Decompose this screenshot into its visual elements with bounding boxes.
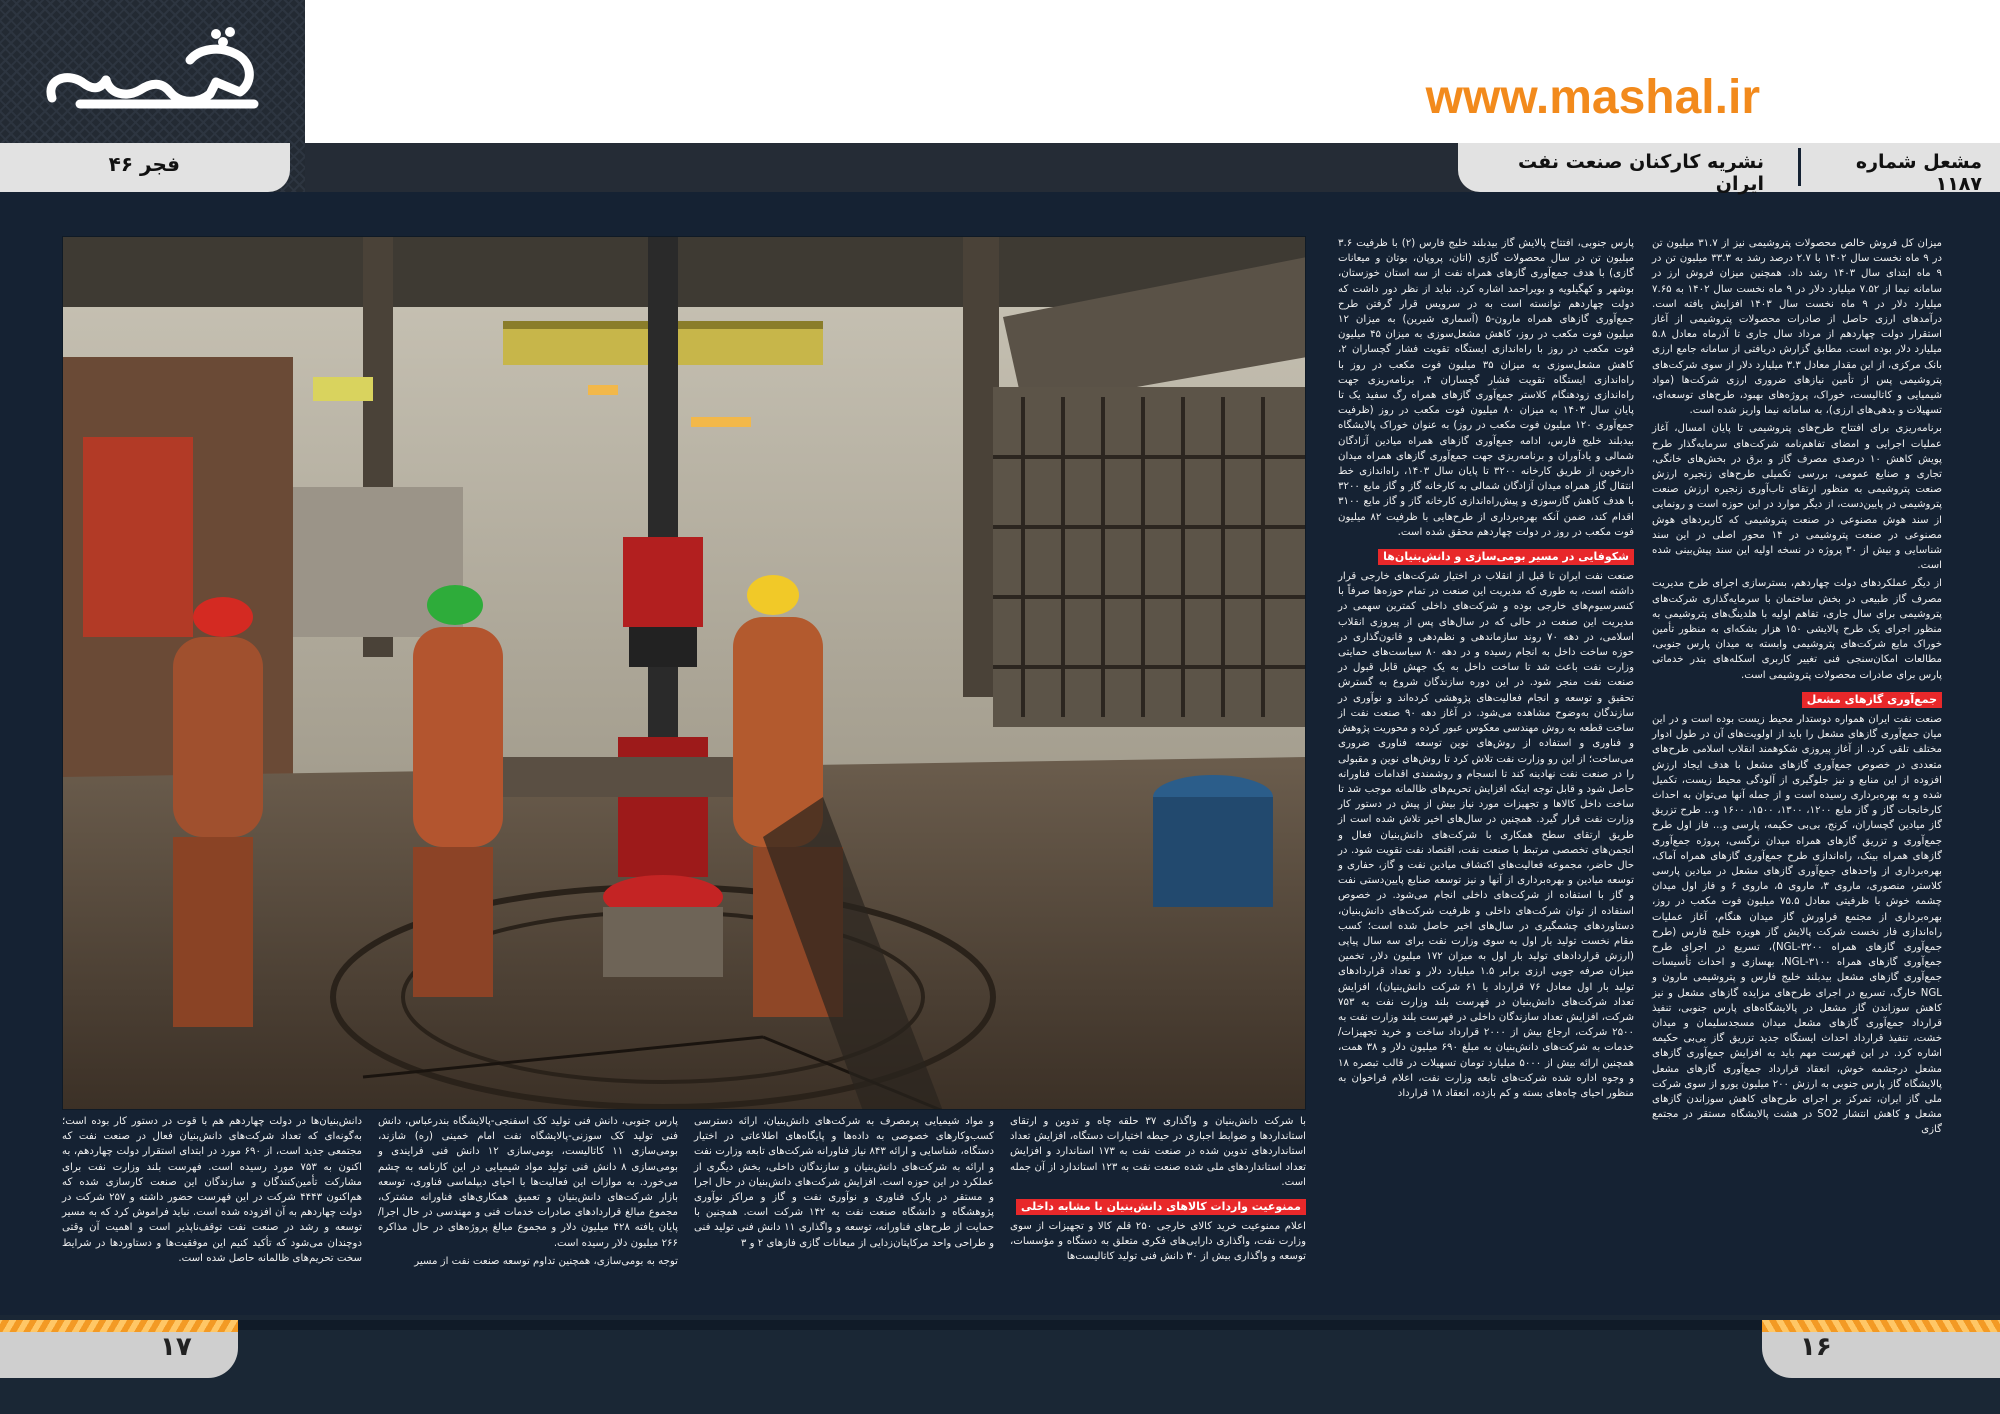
page-number-right-accent [1762, 1320, 2000, 1332]
page17-column-1 [1010, 1114, 1306, 1304]
paragraph: پارس جنوبی، افتتاح پالایش گاز بیدبلند خلیج فارس (۲) با ظرفیت ۳.۶ میلیون تن در سال محصولات گازی (اتان، پروپان، بوتان و میعانات گازی) با هدف جمع‌آوری گازهای همراه نفت از سه استان خوزستان، بوشهر و کهگیلویه و بویراحمد اشاره کرد. نباید از نظر دور داشت که دولت چهاردهم توانسته است به در سرویس قرار گرفتن طرح جمع‌آوری گازهای همراه مارون-۵ (آسماری شیرین) به میزان ۱۲ میلیون فوت مکعب در روز، کاهش مشعل‌سوزی به میزان ۴۵ میلیون فوت مکعب در روز با راه‌اندازی ایستگاه تقویت فشار گچساران ۲، کاهش مشعل‌سوزی به میزان ۳۵ میلیون فوت مکعب در روز با راه‌اندازی ایستگاه تقویت فشار گچساران ۴، برنامه‌ریزی جهت راه‌اندازی زودهنگام کلاستر جمع‌آوری گازهای همراه رگ سفید یک تا پایان سال ۱۴۰۳ به میزان ۸۰ میلیون فوت مکعب در روز (ظرفیت جمع‌آوری ۱۲۰ میلیون فوت مکعب در روز) به عنوان خوراک پالایشگاه بیدبلند خلیج فارس، ادامه جمع‌آوری گازهای همراه میادین آزادگان شمالی و یادآوران و برنامه‌ریزی جهت جمع‌آوری گازهای همراه میدان دارخوین از طریق کارخانه ۳۲۰۰ تا پایان سال ۱۴۰۳، راه‌اندازی خط انتقال گاز همراه میدان آزادگان شمالی به کارخانه گاز و گاز مایع ۳۲۰۰ با هدف کاهش گازسوزی و پیش‌راه‌اندازی کارخانه گاز و گاز مایع ۳۱۰۰ اقدام کند، ضمن آنکه بهره‌برداری از طرح‌هایی با ظرفیت ۸۲ میلیون فوت مکعب در روز در دولت چهاردهم محقق شده است. [1338, 238, 1635, 538]
paragraph: میزان کل فروش خالص محصولات پتروشیمی نیز از ۳۱.۷ میلیون تن در ۹ ماه نخست سال ۱۴۰۲ با ۲.۷ درصد رشد به ۳۳.۳ میلیون تن در ۹ ماه ابتدای سال ۱۴۰۳ رشد داد. همچنین میزان فروش ارز در سامانه نیما از ۷.۵۲ میلیارد دلار در ۹ ماه نخست سال ۱۴۰۲ به ۷.۶۵ میلیارد دلار در ۹ ماه نخست سال ۱۴۰۳ افزایش یافته است. درآمدهای ارزی حاصل از صادرات محصولات پتروشیمی از آغاز استقرار دولت چهاردهم از مرداد سال جاری تا آذرماه معادل ۵.۸ میلیارد دلار بوده است. مطابق گزارش دریافتی از سامانه جامع ارزی بانک مرکزی، از این مقدار معادل ۳.۳ میلیارد دلار از سوی شرکت‌های پتروشیمی پس از تأمین نیازهای ضروری ارزی شرکت‌ها (مواد شیمیایی و کاتالیست، خوراک، پروژه‌های بهبود، طرح‌های توسعه‌ای، تسهیلات و بدهی‌های ارزی)، به سامانه نیما واریز شده است. [1652, 238, 1943, 417]
oil-rig-photo [62, 236, 1306, 1110]
page17-column-2 [694, 1114, 994, 1304]
paragraph: از دیگر عملکردهای دولت چهاردهم، بسترسازی اجرای طرح مدیریت مصرف گاز طبیعی در بخش ساختمان با سرمایه‌گذاری شرکت‌های پتروشیمی برای سال جاری، تفاهم اولیه با هلدینگ‌های پتروشیمی به منظور اجرای یک طرح پالایشی ۱۵۰ هزار بشکه‌ای به منظور تأمین خوراک مایع شرکت‌های پتروشیمی وابسته به میدان پارس جنوبی، مطالعات امکان‌سنجی فنی تغییر کاربری اسکله‌های بندر خدماتی پارس برای صادرات محصولات پتروشیمی است. [1652, 578, 1942, 681]
page-number-left-accent [0, 1320, 238, 1332]
date-tab: فجر ۴۶ [0, 143, 290, 192]
paragraph: و مواد شیمیایی پرمصرف به شرکت‌های دانش‌بنیان، ارائه دسترسی کسب‌وکارهای خصوصی به داده‌ها و پایگاه‌های اطلاعاتی در اختیار دستگاه، شناسایی و ارائه ۸۴۳ نیاز فناورانه شرکت‌های تابعه وزارت نفت و ارائه به شرکت‌های دانش‌بنیان و سازندگان داخلی، بخش دیگری از عملکرد در این حوزه است. افزایش شرکت‌های دانش‌بنیان در حال اجرا و مستقر در پارک فناوری و نوآوری نفت و گاز و مراکز نوآوری پژوهشگاه و دانشگاه صنعت نفت به ۱۴۲ شرکت است. همچنین با حمایت از طرح‌های فناورانه، توسعه و واگذاری ۱۱ دانش فنی تولید فنی و طراحی واحد مرکاپتان‌زدایی از میعانات گازی فازهای ۲ و ۳ [694, 1116, 994, 1249]
page17-column-4 [62, 1114, 362, 1304]
section-heading: ممنوعیت واردات کالاهای دانش‌بنیان با مشابه داخلی [1016, 1199, 1306, 1215]
paragraph: پارس جنوبی، دانش فنی تولید کک اسفنجی-پالایشگاه بندرعباس، دانش فنی تولید کک سوزنی-پالایشگاه نفت امام خمینی (ره) شازند، بومی‌سازی ۱۱ کاتالیست، بومی‌سازی ۱۲ دانش فنی فرایندی و بومی‌سازی ۸ دانش فنی تولید مواد شیمیایی در این کارنامه به چشم می‌خورد. به موازات این فعالیت‌ها با احیای دیپلماسی فناوری، توسعه بازار شرکت‌های دانش‌بنیان و تعمیق همکاری‌های فناورانه مشترک، مجموع مبالغ قراردادهای صادرات خدمات فنی و مهندسی در حال اجرا/پایان یافته ۴۲۸ میلیون دلار و مجموع مبالغ پروژه‌های در حال مذاکره ۲۶۶ میلیون دلار رسیده است. [378, 1116, 679, 1249]
page-number-right: ۱۶ [1762, 1320, 2000, 1378]
paragraph: صنعت نفت ایران همواره دوستدار محیط زیست بوده است و در این میان جمع‌آوری گازهای مشعل را باید از اولویت‌های آن در طول ادوار مختلف تلقی کرد. از آغاز پیروزی شکوهمند انقلاب اسلامی طرح‌های متعددی در خصوص جمع‌آوری گازهای مشعل با هدف ایجاد ارزش افزوده از این منابع و نیز جلوگیری از آلودگی محیط زیست، تکمیل شده و به بهره‌برداری رسیده است و از جمله آنها می‌توان به احداث کارخانجات گاز و گاز مایع ۱۲۰۰، ۱۳۰۰، ۱۵۰۰، ۱۶۰۰ و... طرح تزریق گاز میادین گچساران، کرنج، بی‌بی حکیمه، پارسی و... فاز اول طرح جمع‌آوری و تزریق گازهای همراه میدان نرگسی، پروژه جمع‌آوری گازهای همراه بینک، راه‌اندازی طرح جمع‌آوری گازهای همراه آماک، بهره‌برداری از واحدهای جمع‌آوری گازهای مشعل در میادین پارسی کلاستر، منصوری، ماروی ۳، ماروی ۵، ماروی ۶ و فاز اول میدان چشمه خوش با ظرفیتی معادل ۷۵.۵ میلیون فوت مکعب در روز، بهره‌برداری از مجتمع فراورش گاز میدان هنگام، آغاز عملیات راه‌اندازی فاز نخست شرکت پالایش گاز هویزه خلیج فارس (طرح جمع‌آوری گازهای همراه NGL-۳۲۰۰)، تسریع در اجرای طرح جمع‌آوری گازهای همراه NGL-۳۱۰۰، بهسازی و احداث تأسیسات جمع‌آوری گازهای مشعل بیدبلند خلیج فارس و پتروشیمی مارون و NGL خارگ، تسریع در اجرای طرح‌های مزایده گازهای مشعل و نیز کاهش سوزاندن گاز مشعل در پالایشگاه‌های پارس جنوبی، تنفیذ قرارداد جمع‌آوری گازهای مشعل میدان مسجدسلیمان و میدان خشت، تنفیذ قرارداد احداث ایستگاه جدید تزریق گاز بی‌بی حکیمه اشاره کرد. در این فهرست مهم باید به افزایش جمع‌آوری گازهای مشعل درجشمه خوش، انعقاد قرارداد جمع‌آوری گازهای مشعل پالایشگاه گاز پارس جنوبی به ارزش ۲۰۰ میلیون یورو از سوی شرکت ملی گاز ایران، تمرکز بر اجرای طرح‌های کاهش سوزاندن گازهای مشعل و کاهش انتشار SO2 در هشت پالایشگاه مستقر در مجتمع گازی [1652, 713, 1943, 1136]
footer-stripe [238, 1320, 1762, 1330]
paragraph: دانش‌بنیان‌ها در دولت چهاردهم هم با قوت در دستور کار بوده است؛ به‌گونه‌ای که تعداد شرکت‌های دانش‌بنیان فعال در صنعت نفت که مجتمعی جدید است، از ۶۹۰ مورد در ابتدای استقرار دولت چهاردهم، به اکنون به ۷۵۳ مورد رسیده است. فهرست بلند وزارت نفت برای مشارکت تأمین‌کنندگان و سازندگان این صنعت کارسازی شده که هم‌اکنون ۴۴۴۳ شرکت در این فهرست حضور داشته و ۲۵۷ شرکت در دولت چهاردهم به آن افزوده شده است. نباید فراموش کرد که به مسیر توسعه و رشد در صنعت نفت توقف‌ناپذیر است و اهمیت آن وقتی دوچندان می‌شود که تأکید کنیم این موفقیت‌ها و دستاوردها در شرایط سخت تحریم‌های ظالمانه حاصل شده است. [62, 1116, 363, 1264]
paragraph: توجه به بومی‌سازی، همچنین تداوم توسعه صنعت نفت از مسیر [414, 1255, 678, 1267]
website-url[interactable]: www.mashal.ir [1425, 71, 1760, 124]
page16-column-right [1652, 236, 1942, 1302]
tab-divider [1798, 148, 1801, 186]
oil-rig-illustration [63, 237, 1306, 1110]
paragraph: با شرکت دانش‌بنیان و واگذاری ۳۷ حلقه چاه و تدوین و ارتقای استانداردها و ضوابط اجباری در حیطه اختیارات دستگاه، افزایش تعداد استانداردهای تدوین شده در صنعت نفت به ۱۷۳ استاندارد و افزایش تعداد استانداردهای ملی شده صنعت نفت به ۱۲۳ استاندارد از آن جمله است. [1010, 1116, 1307, 1188]
paragraph: برنامه‌ریزی برای افتتاح طرح‌های پتروشیمی تا پایان امسال، آغاز عملیات اجرایی و امضای تفاهم‌نامه شرکت‌های سرمایه‌گذار طرح پویش کاهش ۱۰ درصدی مصرف گاز و برق در بخش‌های خانگی، تجاری و صنایع عمومی، بررسی تکمیلی طرح‌های زنجیره ارزش صنعت پتروشیمی به منظور ارتقای تاب‌آوری زنجیره ارزش صنعت پتروشیمی در پایین‌دست، از دیگر موارد در این حوزه است و رونمایی از سند هوش مصنوعی در صنعت پتروشیمی که کاربردهای هوش مصنوعی در صنعت پتروشیمی در ۱۴ محور اصلی در این سند شناسایی و بیش از ۳۰ پروژه در نسخه اولیه این سند پیش‌بینی شده است. [1652, 423, 1942, 572]
paragraph: اعلام ممنوعیت خرید کالای خارجی ۲۵۰ قلم کالا و تجهیزات از سوی وزارت نفت، واگذاری دارایی‌های فکری متعلق به دستگاه و مؤسسات، توسعه و واگذاری بیش از ۳۰ دانش فنی تولید کاتالیست‌ها [1010, 1221, 1306, 1263]
section-heading: شکوفایی در مسیر بومی‌سازی و دانش‌بنیان‌ها [1378, 549, 1634, 565]
page16-column-left [1338, 236, 1634, 1302]
page17-column-3 [378, 1114, 678, 1304]
issue-number: مشعل شماره ۱۱۸۷ [1855, 151, 1982, 195]
section-heading: جمع‌آوری گازهای مشعل [1802, 692, 1942, 708]
paragraph: صنعت نفت ایران تا قبل از انقلاب در اختیار شرکت‌های خارجی قرار داشته است، به طوری که مدیریت این صنعت در تمام حوزه‌ها صرفاً با کنسرسیوم‌های خارجی بوده و شرکت‌های داخلی کمترین سهمی در مدیریت این صنعت در حالی که در سال‌های پس از پیروزی انقلاب اسلامی، در دهه ۷۰ روند سازماندهی و نظم‌دهی و قانون‌گذاری در حوزه ساخت داخل به انجام رسیده و در دهه ۸۰ سیاست‌های حمایتی وزارت نفت باعث شد تا ساخت داخل به یک جهش قابل قبول در صنعت نفت منجر شود. در این دوره سازندگان شروع به گسترش تحقیق و توسعه و انجام فعالیت‌های پژوهشی کرده‌اند و نوآوری در سازندگان به‌وضوح مشاهده می‌شود. در آغاز دهه ۹۰ صنعت نفت از ساخت قطعه به روش مهندسی معکوس عبور کرده و محوریت پژوهش و فناوری و استفاده از روش‌های نوین توسعه فناوری ضروری می‌ساخت؛ از این رو وزارت نفت تلاش کرد تا روش‌های نوین و مقبولی را در صنعت نفت نهادینه کند تا انسجام و روشمندی اقدامات فناورانه حاصل شود و قابل توجه اینکه افزایش تحریم‌های ظالمانه موجب شد تا ساخت داخل کالاها و تجهیزات مورد نیاز بیش از پیش در دستور کار وزارت نفت قرار گیرد. همچنین در سال‌های اخیر تلاش شده است از طریق ارتقای سطح همکاری با شرکت‌های دانش‌بنیان فعال و انجمن‌های تخصصی مرتبط با صنعت نفت، اقتصاد نفت تقویت شود. در حال حاضر، مجموعه فعالیت‌های اکتشاف میادین نفت و گاز، حفاری و توسعه میادین و بهره‌برداری از آنها و نیز توسعه صنایع پایین‌دستی نفت و گاز با استفاده از شرکت‌های داخلی انجام می‌شود. در خصوص استفاده از توان شرکت‌های داخلی و ظرفیت شرکت‌های دانش‌بنیان، دستاوردهای چشمگیری در سال‌های اخیر حاصل شده است؛ کسب مقام نخست تولید بار اول به سوی وزارت نفت برای سه سال پیاپی (ارزش قراردادهای تولید بار اول به میزان ۱۷۲ میلیون دلار، تخمین میزان صرفه جویی ارزی برابر ۱.۵ میلیارد دلار و تعداد قراردادهای تولید بار اول معادل ۷۶ قرارداد با ۶۱ شرکت دانش‌بنیان)، افزایش تعداد شرکت‌های دانش‌بنیان در فهرست بلند وزارت نفت به ۷۵۳ شرکت، افزایش تعداد سازندگان داخلی در فهرست بلند وزارت نفت به ۲۵۰۰ شرکت، ارجاع بیش از ۲۰۰۰ قرارداد ساخت و خرید تجهیزات/خدمات به شرکت‌های دانش‌بنیان به مبلغ ۶۹۰ میلیون دلار و ۳۸ همت، همچنین ارائه بیش از ۵۰۰۰ میلیارد تومان تسهیلات در قالب تبصره ۱۸ و وجوه اداره شده شرکت‌های تابعه وزارت نفت، اعلام فراخوان به منظور احیای چاه‌های بسته و کم بازده، انعقاد ۱۸ قرارداد [1338, 571, 1635, 1099]
publication-title: نشریه کارکنان صنعت نفت ایران [1518, 151, 1764, 195]
page-number-left: ۱۷ [0, 1320, 238, 1378]
mashal-logo [40, 20, 270, 115]
